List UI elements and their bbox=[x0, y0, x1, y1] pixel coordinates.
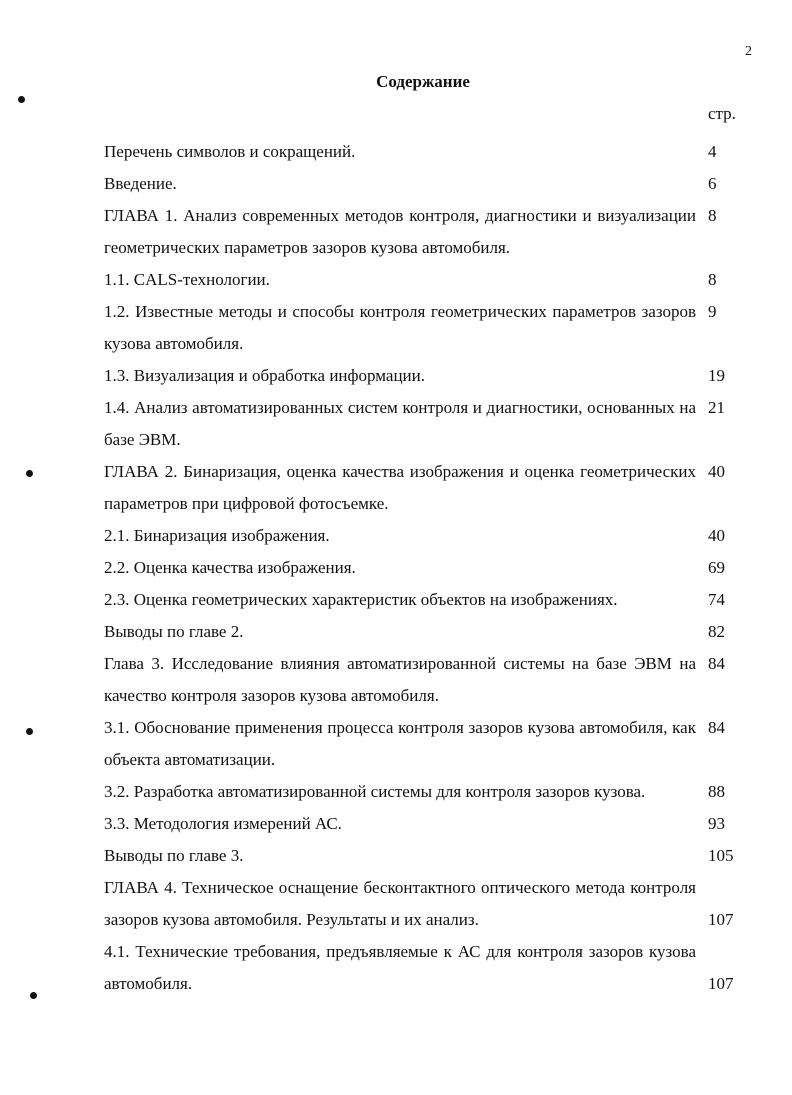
toc-entry bbox=[104, 392, 740, 456]
toc-entry-title: 3.2. Разработка автоматизированной системы для контроля зазоров кузова. bbox=[104, 782, 646, 801]
toc-entry-title: 3.1. Обоснование применения процесса контроля зазоров кузова автомобиля, как объекта автоматизации. bbox=[104, 718, 696, 769]
toc-entry-title: Выводы по главе 3. bbox=[104, 846, 244, 865]
toc-entry-title: Глава 3. Исследование влияния автоматизированной системы на базе ЭВМ на качество контроля зазоров кузова автомобиля. bbox=[104, 654, 696, 705]
page-column-label: стр. bbox=[708, 104, 736, 123]
scan-speck bbox=[18, 96, 25, 103]
toc-entry-page: 93 bbox=[708, 814, 725, 833]
scan-speck bbox=[30, 992, 37, 999]
toc-entry-page: 19 bbox=[708, 366, 725, 385]
toc-entry bbox=[104, 616, 740, 648]
toc-entry-page: 107 bbox=[708, 910, 734, 929]
toc-entry-page: 107 bbox=[708, 974, 734, 993]
toc-entry-title: ГЛАВА 1. Анализ современных методов контроля, диагностики и визуализации геометрических параметров зазоров кузова автомобиля. bbox=[104, 206, 696, 257]
toc-entry-page: 4 bbox=[708, 142, 717, 161]
toc-entry bbox=[104, 584, 740, 616]
toc-entry-page: 8 bbox=[708, 270, 717, 289]
toc-entry-page: 21 bbox=[708, 398, 725, 417]
scan-speck bbox=[26, 470, 33, 477]
toc-entry-title: 3.3. Методология измерений АС. bbox=[104, 814, 342, 833]
toc-entry-page: 69 bbox=[708, 558, 725, 577]
toc-entry-page: 9 bbox=[708, 302, 717, 321]
toc-entry bbox=[104, 552, 740, 584]
toc-entry-page: 40 bbox=[708, 526, 725, 545]
toc-entry-page: 74 bbox=[708, 590, 725, 609]
toc-entry-page: 88 bbox=[708, 782, 725, 801]
toc-entry bbox=[104, 808, 740, 840]
scan-speck bbox=[26, 728, 33, 735]
toc-entry bbox=[104, 456, 740, 520]
toc-entry bbox=[104, 840, 740, 872]
toc-entry-title: ГЛАВА 2. Бинаризация, оценка качества изображения и оценка геометрических параметров при цифровой фотосъемке. bbox=[104, 462, 696, 513]
toc-entry-page: 105 bbox=[708, 846, 734, 865]
toc-entry-title: Перечень символов и сокращений. bbox=[104, 142, 356, 161]
page-title: Содержание bbox=[376, 72, 470, 91]
toc-entry-page: 84 bbox=[708, 654, 725, 673]
toc-entry-title: 2.2. Оценка качества изображения. bbox=[104, 558, 356, 577]
toc-entry-title: 1.3. Визуализация и обработка информации. bbox=[104, 366, 425, 385]
toc-entry bbox=[104, 360, 740, 392]
toc-entry-title: 1.2. Известные методы и способы контроля геометрических параметров зазоров кузова автомобиля. bbox=[104, 302, 696, 353]
toc-entry-page: 84 bbox=[708, 718, 725, 737]
toc-entry bbox=[104, 200, 740, 264]
toc-entry-title: 2.1. Бинаризация изображения. bbox=[104, 526, 330, 545]
page-number: 2 bbox=[745, 44, 752, 59]
toc-entry-page: 8 bbox=[708, 206, 717, 225]
toc-entry bbox=[104, 648, 740, 712]
toc-entry bbox=[104, 264, 740, 296]
toc-entry-title: 1.4. Анализ автоматизированных систем контроля и диагностики, основанных на базе ЭВМ. bbox=[104, 398, 696, 449]
toc-entry bbox=[104, 936, 740, 1000]
toc-entry-title: 4.1. Технические требования, предъявляемые к АС для контроля зазоров кузова автомобиля. bbox=[104, 942, 696, 993]
table-of-contents bbox=[104, 136, 740, 1000]
toc-entry bbox=[104, 872, 740, 936]
toc-entry bbox=[104, 520, 740, 552]
toc-entry-title: Выводы по главе 2. bbox=[104, 622, 244, 641]
toc-entry bbox=[104, 296, 740, 360]
toc-entry-page: 40 bbox=[708, 462, 725, 481]
toc-entry-title: ГЛАВА 4. Техническое оснащение бесконтактного оптического метода контроля зазоров кузова автомобиля. Результаты и их анализ. bbox=[104, 878, 696, 929]
toc-entry-title: 2.3. Оценка геометрических характеристик объектов на изображениях. bbox=[104, 590, 618, 609]
toc-entry bbox=[104, 168, 740, 200]
toc-entry-title: Введение. bbox=[104, 174, 177, 193]
toc-entry bbox=[104, 712, 740, 776]
toc-entry-page: 82 bbox=[708, 622, 725, 641]
toc-entry-title: 1.1. CALS-технологии. bbox=[104, 270, 270, 289]
toc-entry bbox=[104, 776, 740, 808]
toc-entry bbox=[104, 136, 740, 168]
toc-entry-page: 6 bbox=[708, 174, 717, 193]
